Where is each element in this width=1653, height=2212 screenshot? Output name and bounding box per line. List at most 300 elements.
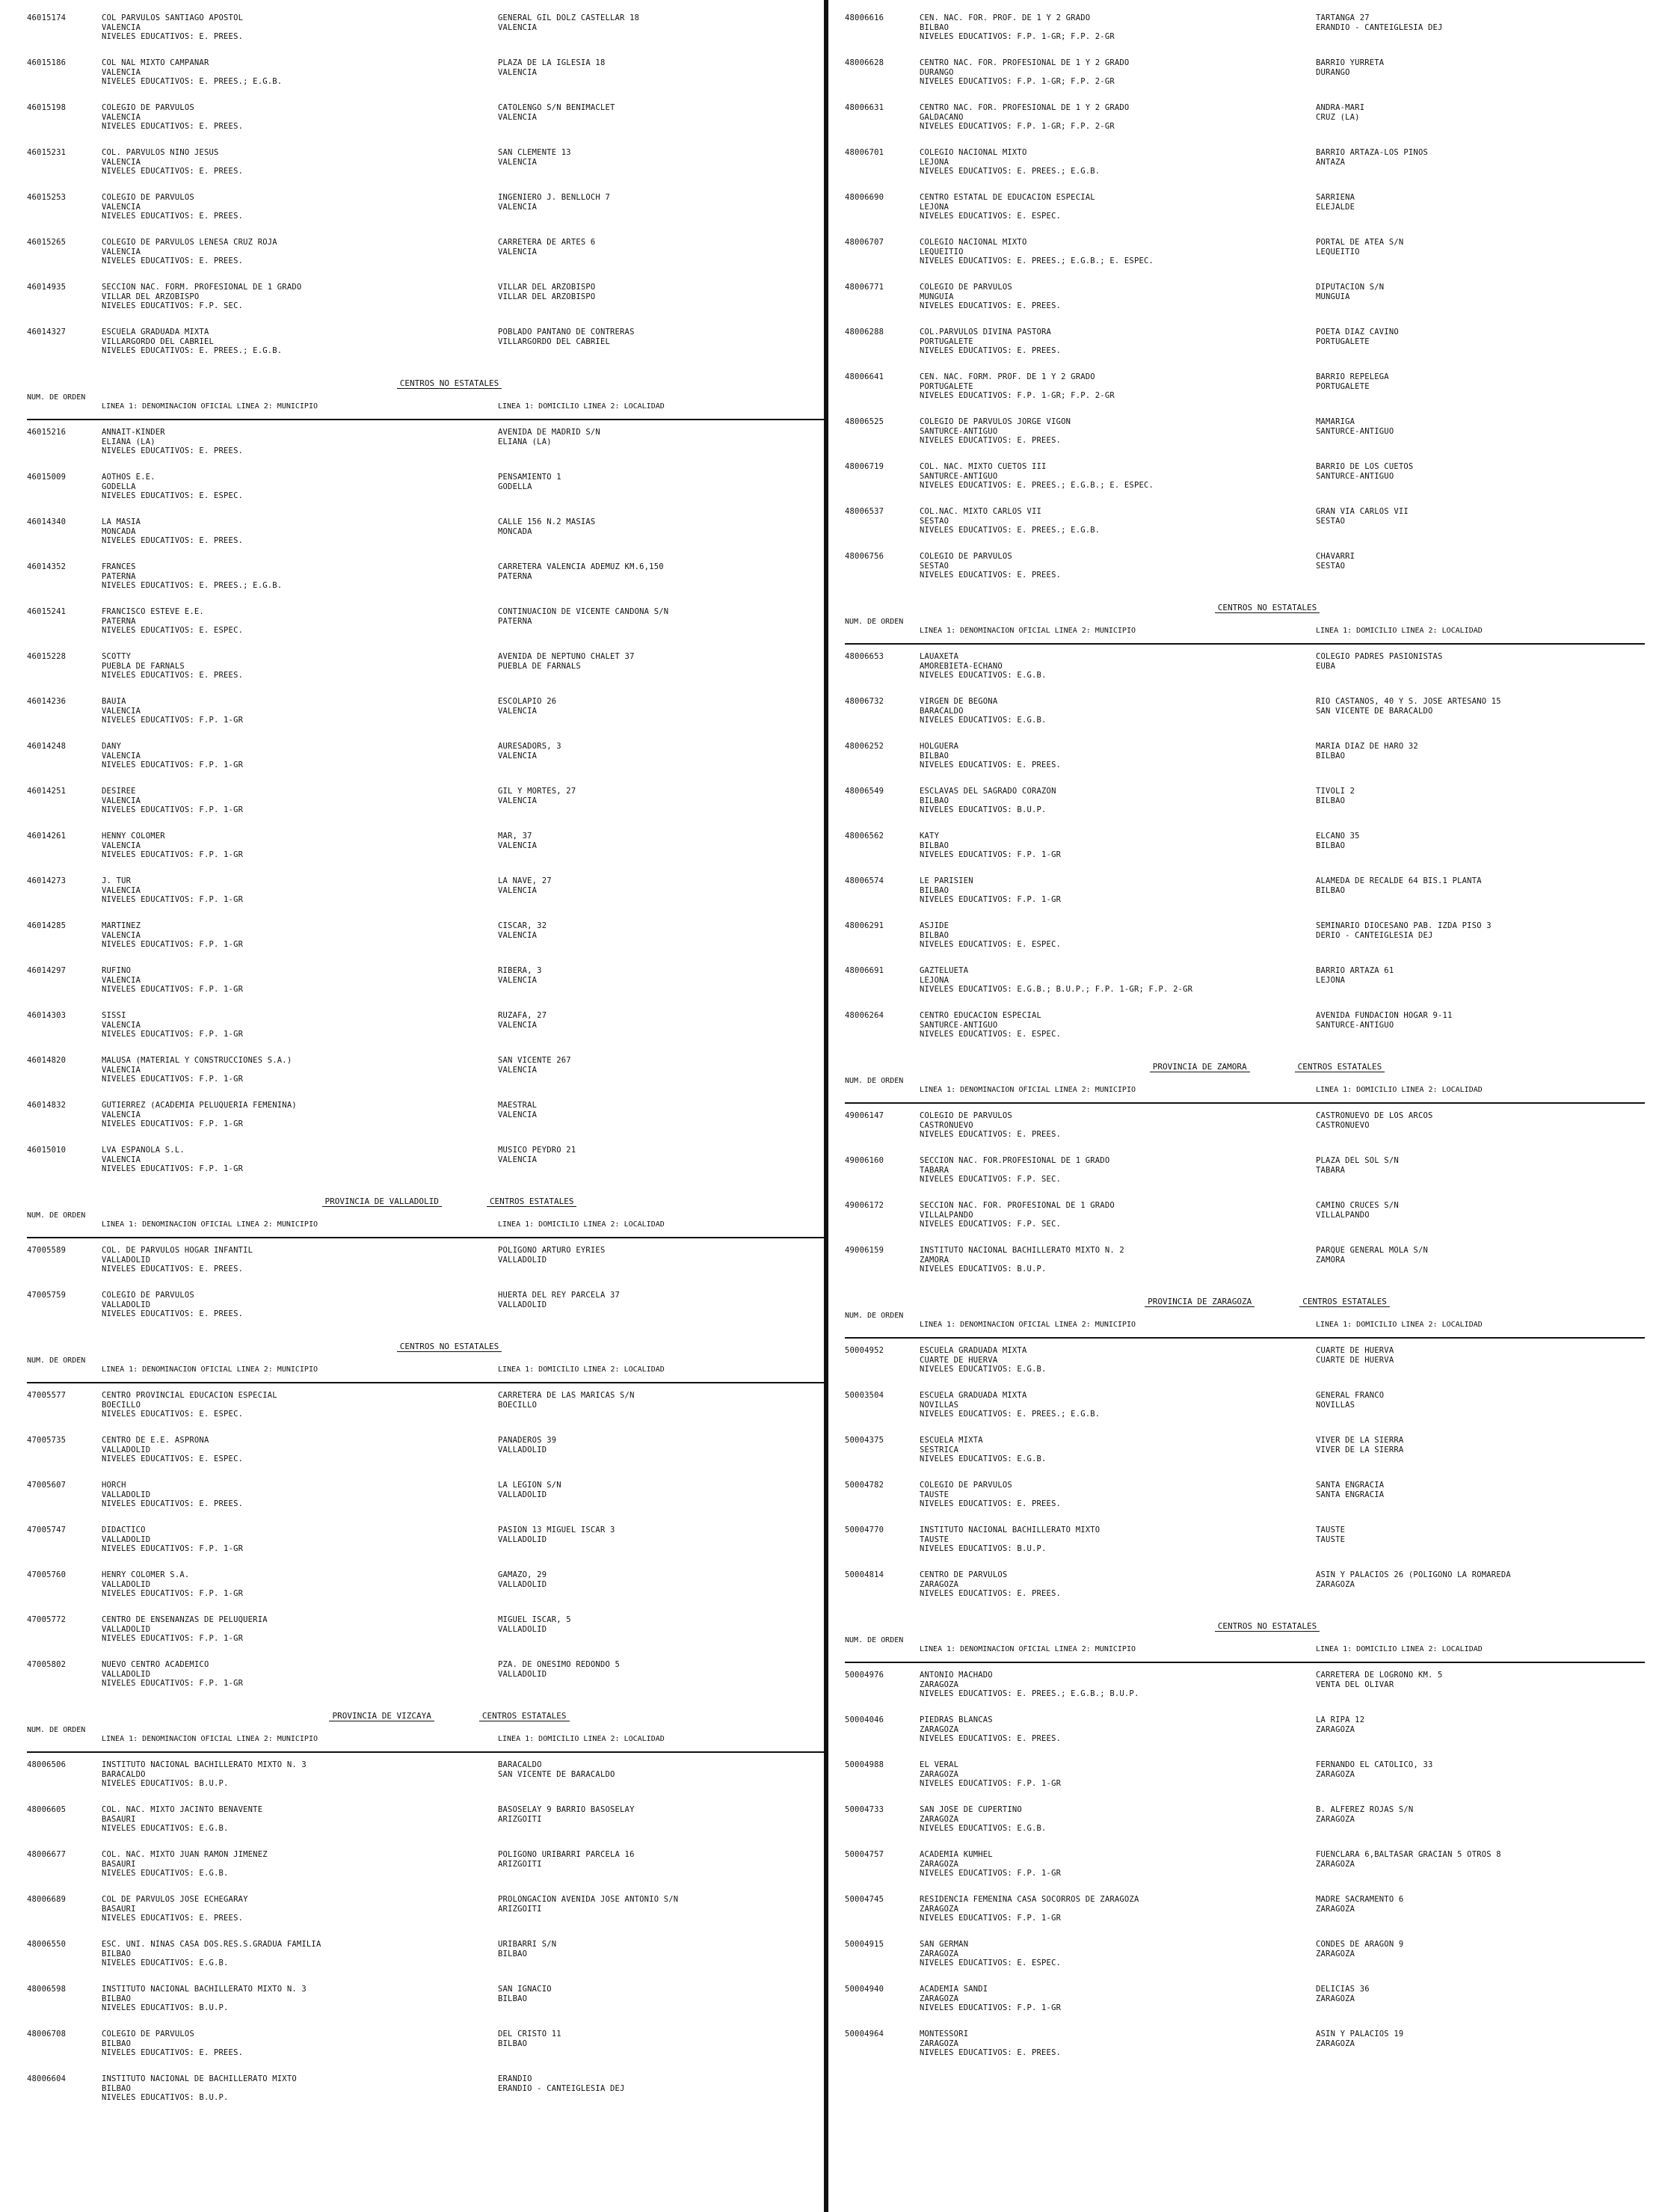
order-number: 48006653	[845, 652, 884, 661]
denominacion-l1: COLEGIO DE PARVULOS	[102, 1291, 194, 1300]
center-entry	[27, 1615, 827, 1660]
right-block4	[845, 1346, 1645, 1615]
denominacion-l3: NIVELES EDUCATIVOS: E. PREES.; E.G.B.; E. ESPEC.	[920, 256, 1154, 265]
order-number: 48006616	[845, 13, 884, 22]
domicilio-d2: VALLADOLID	[498, 1579, 547, 1589]
domicilio	[498, 562, 827, 607]
domicilio-d1: AVENIDA FUNDACION HOGAR 9-11	[1316, 1011, 1453, 1020]
denominacion	[102, 148, 498, 193]
denominacion-l3: NIVELES EDUCATIVOS: E.G.B.	[102, 1958, 229, 1967]
domicilio	[498, 473, 827, 517]
denominacion-l3: NIVELES EDUCATIVOS: E.G.B.	[920, 1454, 1047, 1463]
header-num: NUM. DE ORDEN	[845, 1636, 904, 1644]
domicilio-d2: VALENCIA	[498, 930, 538, 940]
denominacion	[920, 1850, 1316, 1895]
denominacion-l1: COLEGIO DE PARVULOS	[102, 193, 194, 202]
domicilio-d2: VALENCIA	[498, 1155, 538, 1164]
center-entry	[845, 1011, 1645, 1056]
denominacion-l1: COL. PARVULOS NINO JESUS	[102, 148, 219, 157]
domicilio-d2: NOVILLAS	[1316, 1400, 1355, 1410]
denominacion-l3: NIVELES EDUCATIVOS: E.G.B.	[920, 671, 1047, 680]
header-num: NUM. DE ORDEN	[845, 1077, 904, 1085]
domicilio-d2: CASTRONUEVO	[1316, 1120, 1370, 1130]
center-entry	[27, 148, 827, 193]
header-domicilio: LINEA 1: DOMICILIO LINEA 2: LOCALIDAD	[498, 1365, 665, 1374]
denominacion	[102, 1436, 498, 1481]
denominacion-l1: FRANCISCO ESTEVE E.E.	[102, 607, 204, 616]
header-denominacion: LINEA 1: DENOMINACION OFICIAL LINEA 2: MUNICIPIO	[920, 627, 1136, 635]
section-title-text: CENTROS NO ESTATALES	[1215, 603, 1320, 613]
denominacion-l2: BILBAO	[920, 796, 949, 805]
denominacion-l1: MALUSA (MATERIAL Y CONSTRUCCIONES S.A.)	[102, 1056, 292, 1065]
domicilio-d1: LA NAVE, 27	[498, 876, 552, 885]
domicilio-d2: ZARAGOZA	[1316, 1994, 1355, 2003]
domicilio-d1: ELCANO 35	[1316, 832, 1360, 841]
denominacion-l2: SESTAO	[920, 516, 949, 526]
denominacion-l1: LVA ESPANOLA S.L.	[102, 1146, 185, 1155]
domicilio-d1: RIO CASTANOS, 40 Y S. JOSE ARTESANO 15	[1316, 697, 1501, 706]
center-entry	[27, 1805, 827, 1850]
domicilio	[1316, 462, 1645, 507]
denominacion	[102, 876, 498, 921]
denominacion-l2: ZARAGOZA	[920, 1680, 959, 1689]
domicilio-d2: VILLALPANDO	[1316, 1210, 1370, 1220]
denominacion-l1: COLEGIO NACIONAL MIXTO	[920, 238, 1027, 247]
denominacion-l1: HENRY COLOMER S.A.	[102, 1570, 190, 1579]
denominacion-l2: BASAURI	[102, 1859, 136, 1869]
domicilio-d1: GRAN VIA CARLOS VII	[1316, 507, 1409, 516]
domicilio-d2: PORTUGALETE	[1316, 381, 1370, 391]
domicilio-d2: VENTA DEL OLIVAR	[1316, 1680, 1394, 1689]
center-entry	[27, 1526, 827, 1570]
section-title-text: CENTROS NO ESTATALES	[397, 378, 502, 389]
domicilio-d1: MAMARIGA	[1316, 417, 1355, 426]
domicilio-d1: POETA DIAZ CAVINO	[1316, 328, 1399, 337]
domicilio-d2: ZARAGOZA	[1316, 2039, 1355, 2048]
denominacion-l3: NIVELES EDUCATIVOS: E. PREES.; E.G.B.	[920, 167, 1101, 176]
denominacion-l2: VALENCIA	[102, 112, 141, 122]
domicilio-d2: SESTAO	[1316, 516, 1346, 526]
denominacion-l1: INSTITUTO NACIONAL BACHILLERATO MIXTO N. 3	[102, 1985, 307, 1994]
domicilio	[1316, 2030, 1645, 2074]
denominacion-l3: NIVELES EDUCATIVOS: F.P. 1-GR; F.P. 2-GR	[920, 122, 1115, 131]
order-number: 48006252	[845, 742, 884, 751]
domicilio-d1: CAMINO CRUCES S/N	[1316, 1201, 1399, 1210]
domicilio-d1: MAR, 37	[498, 832, 532, 841]
order-number: 46015228	[27, 652, 67, 661]
order-number: 48006288	[845, 328, 884, 337]
denominacion	[102, 1985, 498, 2030]
domicilio	[498, 1660, 827, 1705]
center-entry	[845, 1805, 1645, 1850]
column-header	[27, 1726, 827, 1753]
center-entry	[27, 103, 827, 148]
domicilio	[1316, 1526, 1645, 1570]
domicilio-d2: GODELLA	[498, 482, 532, 491]
right-block3	[845, 1111, 1645, 1291]
domicilio-d2: ZARAGOZA	[1316, 1814, 1355, 1824]
denominacion	[102, 652, 498, 697]
denominacion-l3: NIVELES EDUCATIVOS: E. PREES.	[102, 122, 244, 131]
denominacion-l2: VILLARGORDO DEL CABRIEL	[102, 337, 214, 346]
domicilio-d2: VALENCIA	[498, 706, 538, 716]
denominacion	[102, 1011, 498, 1056]
denominacion-l3: NIVELES EDUCATIVOS: F.P. 1-GR	[102, 1030, 244, 1039]
denominacion	[920, 787, 1316, 832]
left-block2	[27, 428, 827, 1191]
center-entry	[845, 1895, 1645, 1940]
denominacion-l2: VALENCIA	[102, 1020, 141, 1030]
denominacion-l1: CENTRO NAC. FOR. PROFESIONAL DE 1 Y 2 GRADO	[920, 58, 1130, 67]
denominacion-l1: COLEGIO DE PARVULOS	[102, 103, 194, 112]
center-entry	[845, 1715, 1645, 1760]
denominacion-l3: NIVELES EDUCATIVOS: F.P. 1-GR	[102, 1544, 244, 1553]
order-number: 46014832	[27, 1101, 67, 1110]
denominacion-l2: PATERNA	[102, 571, 136, 581]
domicilio-d2: PATERNA	[498, 616, 532, 626]
denominacion	[102, 787, 498, 832]
denominacion	[920, 103, 1316, 148]
denominacion-l3: NIVELES EDUCATIVOS: E. PREES.	[920, 1734, 1062, 1743]
domicilio-d1: VILLAR DEL ARZOBISPO	[498, 283, 596, 292]
order-number: 46014236	[27, 697, 67, 706]
denominacion-l2: SANTURCE-ANTIGUO	[920, 426, 998, 436]
domicilio	[1316, 697, 1645, 742]
denominacion	[102, 428, 498, 473]
center-entry	[27, 697, 827, 742]
denominacion-l3: NIVELES EDUCATIVOS: E. PREES.	[102, 32, 244, 41]
domicilio	[1316, 1940, 1645, 1985]
domicilio	[1316, 417, 1645, 462]
domicilio	[498, 428, 827, 473]
denominacion-l1: COLEGIO DE PARVULOS	[920, 552, 1012, 561]
denominacion-l3: NIVELES EDUCATIVOS: F.P. 1-GR	[920, 2003, 1062, 2012]
header-denominacion: LINEA 1: DENOMINACION OFICIAL LINEA 2: MUNICIPIO	[920, 1086, 1136, 1094]
order-number: 46015174	[27, 13, 67, 22]
order-number: 50004988	[845, 1760, 884, 1769]
denominacion-l3: NIVELES EDUCATIVOS: F.P. 1-GR; F.P. 2-GR	[920, 391, 1115, 400]
domicilio-d2: VALLADOLID	[498, 1669, 547, 1679]
order-number: 48006525	[845, 417, 884, 426]
denominacion-l1: HORCH	[102, 1481, 126, 1490]
domicilio-d1: POLIGONO ARTURO EYRIES	[498, 1246, 606, 1255]
domicilio-d2: VALENCIA	[498, 975, 538, 985]
denominacion-l3: NIVELES EDUCATIVOS: B.U.P.	[102, 2003, 229, 2012]
domicilio-d2: MONCADA	[498, 526, 532, 536]
domicilio-d1: CARRETERA DE LOGRONO KM. 5	[1316, 1671, 1443, 1680]
domicilio-d1: FUENCLARA 6,BALTASAR GRACIAN 5 OTROS 8	[1316, 1850, 1501, 1859]
denominacion-l1: CEN. NAC. FORM. PROF. DE 1 Y 2 GRADO	[920, 372, 1095, 381]
center-entry	[845, 283, 1645, 328]
denominacion	[920, 193, 1316, 238]
denominacion-l3: NIVELES EDUCATIVOS: E. ESPEC.	[102, 1410, 244, 1419]
denominacion-l1: CENTRO ESTATAL DE EDUCACION ESPECIAL	[920, 193, 1095, 202]
center-entry	[27, 1436, 827, 1481]
domicilio-d2: SAN VICENTE DE BARACALDO	[1316, 706, 1433, 716]
denominacion	[920, 1436, 1316, 1481]
domicilio-d1: ERANDIO	[498, 2074, 532, 2083]
denominacion	[102, 607, 498, 652]
denominacion-l3: NIVELES EDUCATIVOS: F.P. 1-GR; F.P. 2-GR	[920, 77, 1115, 86]
denominacion	[102, 58, 498, 103]
domicilio	[1316, 238, 1645, 283]
denominacion-l2: LEJONA	[920, 975, 949, 985]
domicilio-d2: ELEJALDE	[1316, 202, 1355, 212]
domicilio-d1: ANDRA-MARI	[1316, 103, 1365, 112]
center-entry	[845, 1940, 1645, 1985]
order-number: 46014340	[27, 517, 67, 526]
section-title	[890, 1291, 1645, 1312]
denominacion-l3: NIVELES EDUCATIVOS: F.P. 1-GR	[102, 1679, 244, 1688]
denominacion-l2: LEJONA	[920, 157, 949, 167]
denominacion-l2: VALLADOLID	[102, 1445, 151, 1454]
header-domicilio: LINEA 1: DOMICILIO LINEA 2: LOCALIDAD	[498, 402, 665, 411]
denominacion	[102, 1760, 498, 1805]
center-entry	[845, 1850, 1645, 1895]
domicilio	[1316, 1850, 1645, 1895]
domicilio	[498, 1011, 827, 1056]
order-number: 48006631	[845, 103, 884, 112]
denominacion	[920, 148, 1316, 193]
province-title: PROVINCIA DE ZAMORA	[1150, 1062, 1250, 1072]
domicilio	[498, 58, 827, 103]
center-entry	[27, 13, 827, 58]
domicilio-d1: AURESADORS, 3	[498, 742, 561, 751]
column-header	[27, 393, 827, 420]
domicilio-d2: MUNGUIA	[1316, 292, 1350, 301]
domicilio	[498, 1056, 827, 1101]
domicilio-d1: AVENIDA DE NEPTUNO CHALET 37	[498, 652, 635, 661]
center-entry	[845, 1570, 1645, 1615]
domicilio-d1: GIL Y MORTES, 27	[498, 787, 576, 796]
domicilio-d2: ZARAGOZA	[1316, 1904, 1355, 1914]
center-entry	[845, 13, 1645, 58]
domicilio-d1: MUSICO PEYDRO 21	[498, 1146, 576, 1155]
center-entry	[845, 193, 1645, 238]
denominacion-l2: VALLADOLID	[102, 1624, 151, 1634]
domicilio	[498, 1526, 827, 1570]
order-number: 46015265	[27, 238, 67, 247]
denominacion-l1: ESCUELA GRADUADA MIXTA	[102, 328, 209, 337]
denominacion-l2: ZARAGOZA	[920, 1814, 959, 1824]
denominacion	[102, 283, 498, 328]
order-number: 46014820	[27, 1056, 67, 1065]
domicilio-d2: PORTUGALETE	[1316, 337, 1370, 346]
domicilio-d2: VIVER DE LA SIERRA	[1316, 1445, 1404, 1454]
denominacion-l1: ESCUELA MIXTA	[920, 1436, 983, 1445]
denominacion-l3: NIVELES EDUCATIVOS: F.P. 1-GR	[102, 716, 244, 725]
denominacion-l1: COL. NAC. MIXTO JUAN RAMON JIMENEZ	[102, 1850, 268, 1859]
center-entry	[845, 742, 1645, 787]
domicilio-d2: VALLADOLID	[498, 1624, 547, 1634]
center-entry	[845, 2030, 1645, 2074]
denominacion-l2: VALENCIA	[102, 1155, 141, 1164]
denominacion-l1: HOLGUERA	[920, 742, 959, 751]
center-entry	[27, 607, 827, 652]
denominacion-l3: NIVELES EDUCATIVOS: E. PREES.	[102, 536, 244, 545]
denominacion-l1: MARTINEZ	[102, 921, 141, 930]
denominacion-l1: SCOTTY	[102, 652, 132, 661]
section-title-text: CENTROS NO ESTATALES	[1215, 1621, 1320, 1632]
denominacion-l3: NIVELES EDUCATIVOS: E.G.B.; B.U.P.; F.P. 1-GR; F.P. 2-GR	[920, 985, 1193, 994]
center-entry	[27, 58, 827, 103]
denominacion-l3: NIVELES EDUCATIVOS: E.G.B.	[920, 1365, 1047, 1374]
header-domicilio: LINEA 1: DOMICILIO LINEA 2: LOCALIDAD	[1316, 627, 1483, 635]
denominacion-l2: BILBAO	[920, 751, 949, 761]
order-number: 48006264	[845, 1011, 884, 1020]
denominacion-l2: BILBAO	[102, 2083, 132, 2093]
denominacion-l2: PATERNA	[102, 616, 136, 626]
domicilio-d1: CHAVARRI	[1316, 552, 1355, 561]
domicilio	[498, 148, 827, 193]
header-denominacion: LINEA 1: DENOMINACION OFICIAL LINEA 2: MUNICIPIO	[102, 1735, 318, 1743]
order-number: 47005589	[27, 1246, 67, 1255]
domicilio	[498, 1391, 827, 1436]
domicilio-d2: VALENCIA	[498, 841, 538, 850]
domicilio	[498, 193, 827, 238]
order-number: 50003504	[845, 1391, 884, 1400]
denominacion-l2: DURANGO	[920, 67, 954, 77]
denominacion-l3: NIVELES EDUCATIVOS: E. PREES.	[102, 212, 244, 221]
domicilio-d1: CALLE 156 N.2 MASIAS	[498, 517, 596, 526]
domicilio-d2: BILBAO	[1316, 751, 1346, 761]
column-header	[845, 1636, 1645, 1663]
denominacion-l3: NIVELES EDUCATIVOS: F.P. 1-GR	[102, 1634, 244, 1643]
domicilio-d2: ARIZGOITI	[498, 1814, 542, 1824]
denominacion-l1: DESIREE	[102, 787, 136, 796]
section-title-text: CENTROS ESTATALES	[1295, 1062, 1385, 1072]
section-title	[890, 1056, 1645, 1077]
domicilio	[498, 697, 827, 742]
denominacion	[920, 1895, 1316, 1940]
domicilio	[1316, 1156, 1645, 1201]
left-column	[27, 13, 827, 2119]
domicilio-d2: VALENCIA	[498, 112, 538, 122]
order-number: 50004976	[845, 1671, 884, 1680]
domicilio	[1316, 1671, 1645, 1715]
denominacion-l1: COLEGIO DE PARVULOS	[920, 1481, 1012, 1490]
order-number: 46015010	[27, 1146, 67, 1155]
header-domicilio: LINEA 1: DOMICILIO LINEA 2: LOCALIDAD	[1316, 1645, 1483, 1653]
denominacion-l2: BILBAO	[102, 2039, 132, 2048]
right-block5	[845, 1671, 1645, 2074]
domicilio-d2: VILLARGORDO DEL CABRIEL	[498, 337, 610, 346]
denominacion-l3: NIVELES EDUCATIVOS: E. PREES.	[920, 571, 1062, 580]
domicilio-d1: POLIGONO URIBARRI PARCELA 16	[498, 1850, 635, 1859]
domicilio	[498, 921, 827, 966]
center-entry	[27, 652, 827, 697]
header-num: NUM. DE ORDEN	[27, 1211, 86, 1220]
order-number: 48006677	[27, 1850, 67, 1859]
order-number: 48006701	[845, 148, 884, 157]
domicilio-d1: DELICIAS 36	[1316, 1985, 1370, 1994]
denominacion-l3: NIVELES EDUCATIVOS: E. PREES.	[102, 1265, 244, 1274]
denominacion-l2: ZARAGOZA	[920, 1949, 959, 1958]
denominacion-l3: NIVELES EDUCATIVOS: F.P. 1-GR	[102, 1164, 244, 1173]
domicilio-d1: BARRIO DE LOS CUETOS	[1316, 462, 1414, 471]
denominacion-l2: VILLALPANDO	[920, 1210, 973, 1220]
header-num: NUM. DE ORDEN	[27, 1726, 86, 1734]
denominacion	[920, 507, 1316, 552]
domicilio-d2: CRUZ (LA)	[1316, 112, 1360, 122]
center-entry	[845, 1671, 1645, 1715]
domicilio	[498, 283, 827, 328]
denominacion-l2: MONCADA	[102, 526, 136, 536]
denominacion	[920, 1346, 1316, 1391]
domicilio	[1316, 1985, 1645, 2030]
domicilio-d1: MADRE SACRAMENTO 6	[1316, 1895, 1404, 1904]
denominacion-l3: NIVELES EDUCATIVOS: E. PREES.; E.G.B.	[102, 346, 283, 355]
denominacion-l1: COL PARVULOS SANTIAGO APOSTOL	[102, 13, 244, 22]
center-entry	[27, 473, 827, 517]
denominacion-l2: NOVILLAS	[920, 1400, 959, 1410]
denominacion-l2: SANTURCE-ANTIGUO	[920, 1020, 998, 1030]
denominacion	[102, 2030, 498, 2074]
denominacion-l3: NIVELES EDUCATIVOS: B.U.P.	[920, 1544, 1047, 1553]
domicilio-d2: VILLAR DEL ARZOBISPO	[498, 292, 596, 301]
denominacion-l1: COLEGIO NACIONAL MIXTO	[920, 148, 1027, 157]
denominacion-l2: ZARAGOZA	[920, 1579, 959, 1589]
order-number: 48006641	[845, 372, 884, 381]
denominacion-l3: NIVELES EDUCATIVOS: B.U.P.	[102, 2093, 229, 2102]
center-entry	[845, 552, 1645, 597]
order-number: 48006550	[27, 1940, 67, 1949]
denominacion-l3: NIVELES EDUCATIVOS: E. PREES.	[920, 761, 1062, 769]
domicilio	[498, 1101, 827, 1146]
domicilio-d1: HUERTA DEL REY PARCELA 37	[498, 1291, 621, 1300]
header-num: NUM. DE ORDEN	[27, 1357, 86, 1365]
order-number: 46014935	[27, 283, 67, 292]
denominacion-l1: INSTITUTO NACIONAL BACHILLERATO MIXTO	[920, 1526, 1101, 1534]
denominacion-l2: VALLADOLID	[102, 1579, 151, 1589]
denominacion-l3: NIVELES EDUCATIVOS: F.P. 1-GR	[102, 850, 244, 859]
domicilio-d1: CISCAR, 32	[498, 921, 547, 930]
center-entry	[845, 1346, 1645, 1391]
denominacion-l2: VALLADOLID	[102, 1669, 151, 1679]
denominacion-l1: GUTIERREZ (ACADEMIA PELUQUERIA FEMENINA)	[102, 1101, 297, 1110]
denominacion-l3: NIVELES EDUCATIVOS: F.P. 1-GR	[102, 895, 244, 904]
denominacion	[920, 1481, 1316, 1526]
denominacion-l3: NIVELES EDUCATIVOS: F.P. 1-GR	[920, 850, 1062, 859]
domicilio-d1: ASIN Y PALACIOS 26 (POLIGONO LA ROMAREDA	[1316, 1570, 1511, 1579]
domicilio	[498, 652, 827, 697]
province-title: PROVINCIA DE ZARAGOZA	[1145, 1297, 1255, 1307]
denominacion-l1: ACADEMIA KUMHEL	[920, 1850, 993, 1859]
domicilio	[498, 1985, 827, 2030]
domicilio-d1: CASTRONUEVO DE LOS ARCOS	[1316, 1111, 1433, 1120]
denominacion-l1: CENTRO NAC. FOR. PROFESIONAL DE 1 Y 2 GRADO	[920, 103, 1130, 112]
left-block3	[27, 1246, 827, 1336]
denominacion-l2: ZAMORA	[920, 1255, 949, 1265]
column-header	[845, 1077, 1645, 1104]
denominacion-l2: VALLADOLID	[102, 1255, 151, 1265]
left-block5	[27, 1760, 827, 2119]
domicilio-d2: DERIO - CANTEIGLESIA DEJ	[1316, 930, 1433, 940]
denominacion-l2: VALENCIA	[102, 885, 141, 895]
domicilio-d1: BASOSELAY 9 BARRIO BASOSELAY	[498, 1805, 635, 1814]
denominacion-l1: RESIDENCIA FEMENINA CASA SOCORROS DE ZARAGOZA	[920, 1895, 1139, 1904]
center-entry	[27, 1570, 827, 1615]
denominacion	[102, 1481, 498, 1526]
denominacion-l3: NIVELES EDUCATIVOS: E. ESPEC.	[920, 940, 1062, 949]
left-block4	[27, 1391, 827, 1705]
domicilio-d2: PATERNA	[498, 571, 532, 581]
denominacion	[920, 832, 1316, 876]
denominacion-l2: VALENCIA	[102, 202, 141, 212]
denominacion-l3: NIVELES EDUCATIVOS: F.P. 1-GR	[920, 1914, 1062, 1923]
center-entry	[27, 1985, 827, 2030]
denominacion-l2: VALENCIA	[102, 706, 141, 716]
